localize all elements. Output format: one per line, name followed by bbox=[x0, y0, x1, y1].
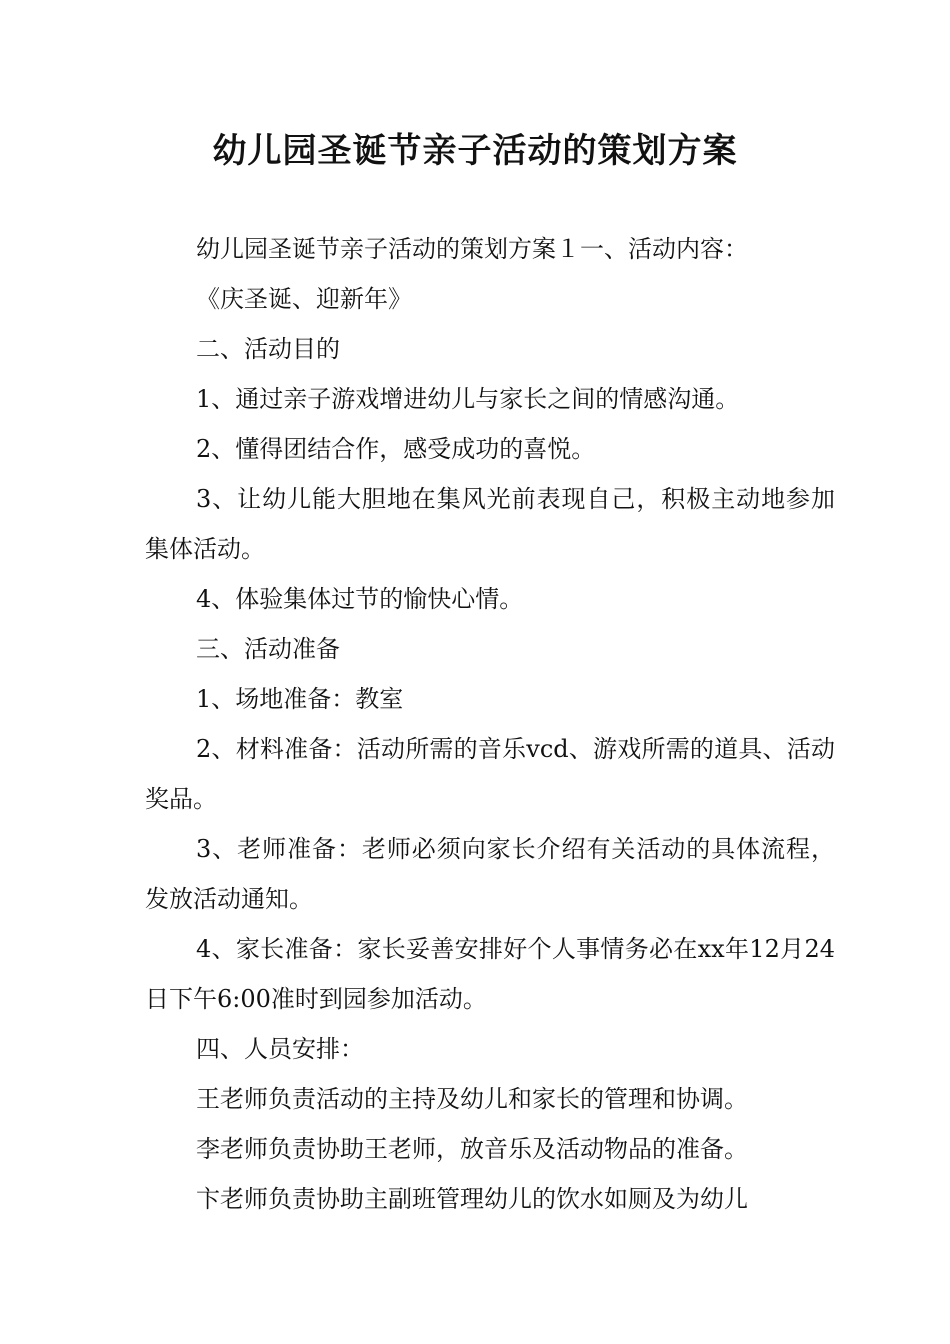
section-heading-preparation: 三、活动准备 bbox=[196, 635, 340, 663]
paragraph-prep-parents: 4、家长准备：家长妥善安排好个人事情务必在xx年12月24日下午6:00准时到园参加活动。 bbox=[145, 935, 835, 1013]
paragraph-activity-theme: 《庆圣诞、迎新年》 bbox=[196, 285, 412, 313]
document-title: 幼儿园圣诞节亲子活动的策划方案 bbox=[212, 131, 738, 171]
paragraph-prep-teachers: 3、老师准备：老师必须向家长介绍有关活动的具体流程，发放活动通知。 bbox=[145, 835, 835, 913]
paragraph-staff-li: 李老师负责协助王老师，放音乐及活动物品的准备。 bbox=[196, 1135, 748, 1163]
paragraph-activity-content: 幼儿园圣诞节亲子活动的策划方案１一、活动内容： bbox=[196, 235, 748, 263]
paragraph-goal-1: 1、通过亲子游戏增进幼儿与家长之间的情感沟通。 bbox=[196, 385, 740, 413]
paragraph-goal-4: 4、体验集体过节的愉快心情。 bbox=[196, 585, 524, 613]
paragraph-goal-2: 2、懂得团结合作，感受成功的喜悦。 bbox=[196, 435, 596, 463]
section-heading-goals: 二、活动目的 bbox=[196, 335, 340, 363]
paragraph-prep-venue: 1、场地准备：教室 bbox=[196, 685, 404, 713]
paragraph-prep-materials: 2、材料准备：活动所需的音乐vcd、游戏所需的道具、活动奖品。 bbox=[145, 735, 835, 813]
paragraph-staff-bian: 卞老师负责协助主副班管理幼儿的饮水如厕及为幼儿 bbox=[196, 1185, 748, 1213]
paragraph-goal-3: 3、让幼儿能大胆地在集风光前表现自己，积极主动地参加集体活动。 bbox=[145, 485, 835, 563]
document-body bbox=[145, 224, 835, 1224]
paragraph-staff-wang: 王老师负责活动的主持及幼儿和家长的管理和协调。 bbox=[196, 1085, 748, 1113]
section-heading-staff: 四、人员安排： bbox=[196, 1035, 364, 1063]
